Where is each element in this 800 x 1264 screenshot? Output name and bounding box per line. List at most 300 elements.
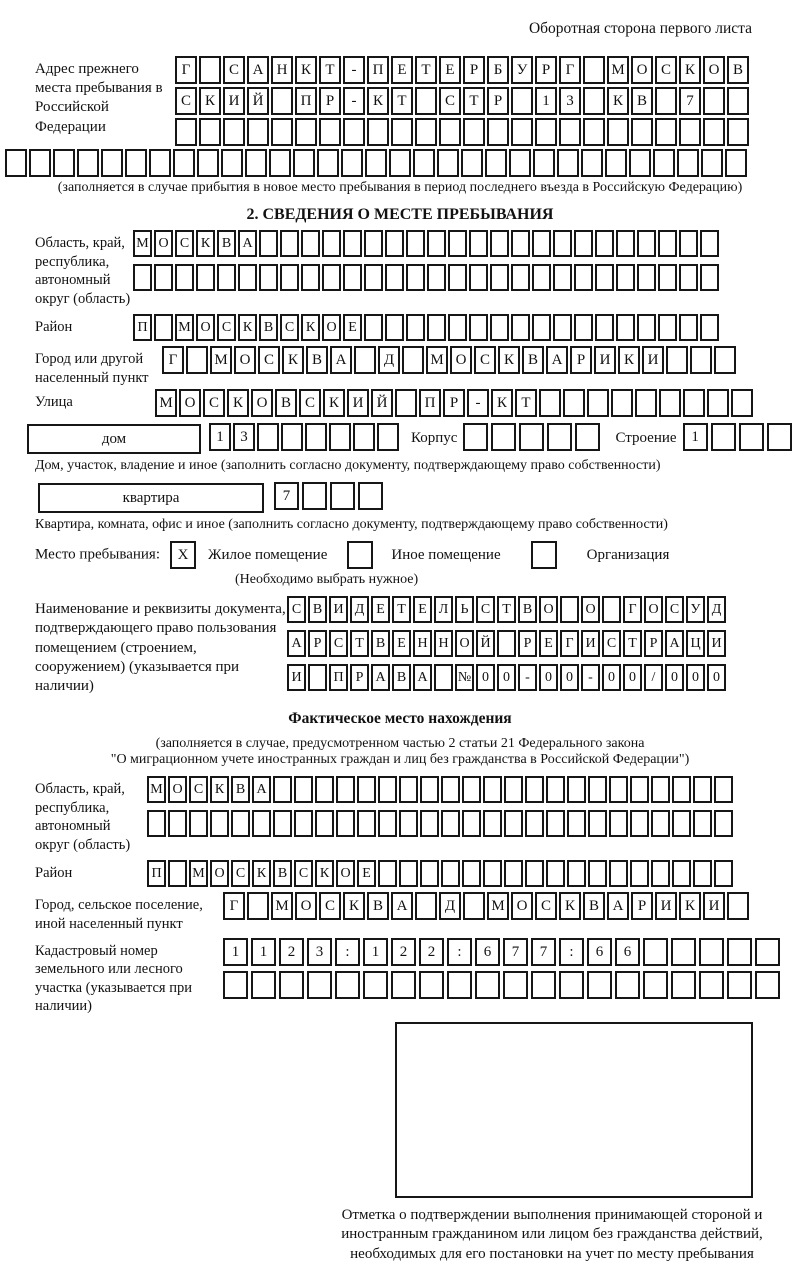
- char-cell[interactable]: [175, 264, 194, 291]
- char-cell[interactable]: [666, 346, 688, 374]
- char-cell[interactable]: [693, 860, 712, 887]
- char-cell[interactable]: [700, 230, 719, 257]
- char-cell[interactable]: [588, 776, 607, 803]
- char-cell[interactable]: К: [618, 346, 640, 374]
- char-cell[interactable]: [223, 118, 245, 146]
- char-cell[interactable]: 3: [233, 423, 255, 451]
- char-cell[interactable]: [615, 971, 640, 999]
- char-cell[interactable]: [581, 149, 603, 177]
- char-cell[interactable]: [519, 423, 544, 451]
- char-cell[interactable]: [469, 314, 488, 341]
- char-cell[interactable]: В: [371, 630, 390, 657]
- char-cell[interactable]: [616, 230, 635, 257]
- char-cell[interactable]: [553, 314, 572, 341]
- char-cell[interactable]: [490, 264, 509, 291]
- char-cell[interactable]: [168, 810, 187, 837]
- char-cell[interactable]: [378, 810, 397, 837]
- char-cell[interactable]: [273, 810, 292, 837]
- char-cell[interactable]: Р: [319, 87, 341, 115]
- char-cell[interactable]: М: [155, 389, 177, 417]
- char-cell[interactable]: :: [447, 938, 472, 966]
- char-cell[interactable]: [406, 264, 425, 291]
- char-cell[interactable]: А: [607, 892, 629, 920]
- char-cell[interactable]: К: [196, 230, 215, 257]
- char-cell[interactable]: [595, 264, 614, 291]
- char-cell[interactable]: К: [295, 56, 317, 84]
- char-cell[interactable]: В: [259, 314, 278, 341]
- char-cell[interactable]: О: [703, 56, 725, 84]
- char-cell[interactable]: [490, 230, 509, 257]
- char-cell[interactable]: А: [252, 776, 271, 803]
- char-cell[interactable]: Д: [707, 596, 726, 623]
- char-cell[interactable]: [679, 230, 698, 257]
- char-cell[interactable]: С: [258, 346, 280, 374]
- char-cell[interactable]: [448, 230, 467, 257]
- char-cell[interactable]: Р: [443, 389, 465, 417]
- char-cell[interactable]: [357, 810, 376, 837]
- char-cell[interactable]: [643, 971, 668, 999]
- char-cell[interactable]: [693, 776, 712, 803]
- char-cell[interactable]: [364, 314, 383, 341]
- char-cell[interactable]: [294, 776, 313, 803]
- char-cell[interactable]: -: [581, 664, 600, 691]
- char-cell[interactable]: Т: [515, 389, 537, 417]
- char-cell[interactable]: П: [329, 664, 348, 691]
- char-cell[interactable]: [503, 971, 528, 999]
- char-cell[interactable]: [574, 230, 593, 257]
- char-cell[interactable]: [553, 230, 572, 257]
- char-cell[interactable]: 3: [559, 87, 581, 115]
- char-cell[interactable]: [295, 118, 317, 146]
- char-cell[interactable]: [357, 776, 376, 803]
- char-cell[interactable]: Д: [378, 346, 400, 374]
- char-cell[interactable]: [77, 149, 99, 177]
- char-cell[interactable]: М: [210, 346, 232, 374]
- char-cell[interactable]: С: [439, 87, 461, 115]
- char-cell[interactable]: С: [535, 892, 557, 920]
- char-cell[interactable]: [630, 860, 649, 887]
- char-cell[interactable]: И: [707, 630, 726, 657]
- char-cell[interactable]: У: [686, 596, 705, 623]
- char-cell[interactable]: [701, 149, 723, 177]
- char-cell[interactable]: [643, 938, 668, 966]
- char-cell[interactable]: [595, 314, 614, 341]
- char-cell[interactable]: [315, 810, 334, 837]
- char-cell[interactable]: Р: [308, 630, 327, 657]
- char-cell[interactable]: Й: [371, 389, 393, 417]
- char-cell[interactable]: Е: [439, 56, 461, 84]
- char-cell[interactable]: В: [275, 389, 297, 417]
- char-cell[interactable]: С: [602, 630, 621, 657]
- char-cell[interactable]: Р: [644, 630, 663, 657]
- char-cell[interactable]: [406, 314, 425, 341]
- char-cell[interactable]: 0: [686, 664, 705, 691]
- char-cell[interactable]: М: [189, 860, 208, 887]
- char-cell[interactable]: О: [450, 346, 472, 374]
- char-cell[interactable]: А: [247, 56, 269, 84]
- char-cell[interactable]: В: [273, 860, 292, 887]
- char-cell[interactable]: [125, 149, 147, 177]
- char-cell[interactable]: [504, 776, 523, 803]
- char-cell[interactable]: [490, 314, 509, 341]
- char-cell[interactable]: [238, 264, 257, 291]
- char-cell[interactable]: К: [559, 892, 581, 920]
- checkbox-residential[interactable]: X: [170, 541, 196, 569]
- char-cell[interactable]: 2: [279, 938, 304, 966]
- char-cell[interactable]: [434, 664, 453, 691]
- char-cell[interactable]: [427, 264, 446, 291]
- char-cell[interactable]: [269, 149, 291, 177]
- char-cell[interactable]: [257, 423, 279, 451]
- char-cell[interactable]: [427, 314, 446, 341]
- char-cell[interactable]: К: [679, 892, 701, 920]
- char-cell[interactable]: [511, 118, 533, 146]
- char-cell[interactable]: И: [594, 346, 616, 374]
- char-cell[interactable]: [629, 149, 651, 177]
- char-cell[interactable]: 1: [209, 423, 231, 451]
- char-cell[interactable]: 6: [587, 938, 612, 966]
- char-cell[interactable]: Т: [391, 87, 413, 115]
- char-cell[interactable]: [305, 423, 327, 451]
- char-cell[interactable]: [147, 810, 166, 837]
- char-cell[interactable]: [420, 860, 439, 887]
- char-cell[interactable]: Д: [439, 892, 461, 920]
- char-cell[interactable]: Е: [413, 596, 432, 623]
- char-cell[interactable]: [588, 810, 607, 837]
- char-cell[interactable]: [703, 118, 725, 146]
- char-cell[interactable]: И: [642, 346, 664, 374]
- char-cell[interactable]: [583, 56, 605, 84]
- char-cell[interactable]: И: [347, 389, 369, 417]
- char-cell[interactable]: [385, 264, 404, 291]
- char-cell[interactable]: [354, 346, 376, 374]
- char-cell[interactable]: 6: [475, 938, 500, 966]
- char-cell[interactable]: [609, 810, 628, 837]
- char-cell[interactable]: [609, 776, 628, 803]
- char-cell[interactable]: С: [319, 892, 341, 920]
- char-cell[interactable]: [525, 860, 544, 887]
- char-cell[interactable]: [245, 149, 267, 177]
- char-cell[interactable]: [301, 230, 320, 257]
- char-cell[interactable]: -: [343, 87, 365, 115]
- char-cell[interactable]: Е: [343, 314, 362, 341]
- char-cell[interactable]: Р: [463, 56, 485, 84]
- char-cell[interactable]: Е: [392, 630, 411, 657]
- char-cell[interactable]: [559, 971, 584, 999]
- char-cell[interactable]: [462, 776, 481, 803]
- char-cell[interactable]: [315, 776, 334, 803]
- char-cell[interactable]: [637, 314, 656, 341]
- char-cell[interactable]: 1: [223, 938, 248, 966]
- char-cell[interactable]: [364, 264, 383, 291]
- char-cell[interactable]: [714, 860, 733, 887]
- char-cell[interactable]: Т: [463, 87, 485, 115]
- char-cell[interactable]: [679, 264, 698, 291]
- char-cell[interactable]: [511, 87, 533, 115]
- char-cell[interactable]: [247, 892, 269, 920]
- char-cell[interactable]: Г: [560, 630, 579, 657]
- char-cell[interactable]: [504, 860, 523, 887]
- char-cell[interactable]: [336, 810, 355, 837]
- char-cell[interactable]: [546, 776, 565, 803]
- char-cell[interactable]: С: [474, 346, 496, 374]
- char-cell[interactable]: С: [203, 389, 225, 417]
- char-cell[interactable]: П: [367, 56, 389, 84]
- char-cell[interactable]: Н: [413, 630, 432, 657]
- char-cell[interactable]: К: [491, 389, 513, 417]
- char-cell[interactable]: [301, 264, 320, 291]
- char-cell[interactable]: О: [196, 314, 215, 341]
- char-cell[interactable]: [279, 971, 304, 999]
- char-cell[interactable]: [491, 423, 516, 451]
- char-cell[interactable]: Ц: [686, 630, 705, 657]
- char-cell[interactable]: [567, 810, 586, 837]
- char-cell[interactable]: П: [295, 87, 317, 115]
- char-cell[interactable]: И: [655, 892, 677, 920]
- char-cell[interactable]: [402, 346, 424, 374]
- char-cell[interactable]: А: [287, 630, 306, 657]
- char-cell[interactable]: [343, 230, 362, 257]
- char-cell[interactable]: [727, 87, 749, 115]
- char-cell[interactable]: Е: [391, 56, 413, 84]
- char-cell[interactable]: [658, 314, 677, 341]
- char-cell[interactable]: [631, 118, 653, 146]
- char-cell[interactable]: Т: [497, 596, 516, 623]
- char-cell[interactable]: [651, 776, 670, 803]
- char-cell[interactable]: [358, 482, 383, 510]
- char-cell[interactable]: [385, 314, 404, 341]
- char-cell[interactable]: [607, 118, 629, 146]
- char-cell[interactable]: [755, 938, 780, 966]
- char-cell[interactable]: [439, 118, 461, 146]
- char-cell[interactable]: О: [539, 596, 558, 623]
- char-cell[interactable]: О: [251, 389, 273, 417]
- char-cell[interactable]: [525, 776, 544, 803]
- char-cell[interactable]: [308, 664, 327, 691]
- char-cell[interactable]: [281, 423, 303, 451]
- char-cell[interactable]: О: [168, 776, 187, 803]
- char-cell[interactable]: А: [413, 664, 432, 691]
- char-cell[interactable]: [252, 810, 271, 837]
- char-cell[interactable]: [441, 810, 460, 837]
- char-cell[interactable]: С: [294, 860, 313, 887]
- char-cell[interactable]: 0: [476, 664, 495, 691]
- char-cell[interactable]: [532, 314, 551, 341]
- char-cell[interactable]: [532, 230, 551, 257]
- char-cell[interactable]: [399, 776, 418, 803]
- char-cell[interactable]: И: [329, 596, 348, 623]
- char-cell[interactable]: В: [367, 892, 389, 920]
- char-cell[interactable]: [175, 118, 197, 146]
- char-cell[interactable]: [755, 971, 780, 999]
- char-cell[interactable]: [727, 118, 749, 146]
- char-cell[interactable]: [154, 264, 173, 291]
- char-cell[interactable]: 1: [363, 938, 388, 966]
- char-cell[interactable]: [693, 810, 712, 837]
- char-cell[interactable]: [677, 149, 699, 177]
- char-cell[interactable]: [343, 118, 365, 146]
- char-cell[interactable]: [341, 149, 363, 177]
- char-cell[interactable]: [461, 149, 483, 177]
- char-cell[interactable]: [575, 423, 600, 451]
- char-cell[interactable]: С: [655, 56, 677, 84]
- char-cell[interactable]: О: [295, 892, 317, 920]
- char-cell[interactable]: С: [287, 596, 306, 623]
- char-cell[interactable]: [199, 118, 221, 146]
- char-cell[interactable]: [707, 389, 729, 417]
- char-cell[interactable]: Ь: [455, 596, 474, 623]
- char-cell[interactable]: [630, 776, 649, 803]
- char-cell[interactable]: А: [391, 892, 413, 920]
- char-cell[interactable]: 1: [535, 87, 557, 115]
- char-cell[interactable]: П: [147, 860, 166, 887]
- char-cell[interactable]: [511, 264, 530, 291]
- char-cell[interactable]: [406, 230, 425, 257]
- char-cell[interactable]: [385, 230, 404, 257]
- char-cell[interactable]: [727, 938, 752, 966]
- char-cell[interactable]: В: [727, 56, 749, 84]
- char-cell[interactable]: [630, 810, 649, 837]
- char-cell[interactable]: У: [511, 56, 533, 84]
- char-cell[interactable]: [307, 971, 332, 999]
- char-cell[interactable]: К: [210, 776, 229, 803]
- char-cell[interactable]: М: [487, 892, 509, 920]
- char-cell[interactable]: [463, 892, 485, 920]
- char-cell[interactable]: А: [371, 664, 390, 691]
- char-cell[interactable]: А: [330, 346, 352, 374]
- char-cell[interactable]: [637, 264, 656, 291]
- char-cell[interactable]: [353, 423, 375, 451]
- char-cell[interactable]: 3: [307, 938, 332, 966]
- char-cell[interactable]: [293, 149, 315, 177]
- char-cell[interactable]: Н: [271, 56, 293, 84]
- char-cell[interactable]: Р: [631, 892, 653, 920]
- char-cell[interactable]: Д: [350, 596, 369, 623]
- char-cell[interactable]: [441, 776, 460, 803]
- char-cell[interactable]: К: [343, 892, 365, 920]
- char-cell[interactable]: [690, 346, 712, 374]
- char-cell[interactable]: [511, 230, 530, 257]
- char-cell[interactable]: [727, 971, 752, 999]
- char-cell[interactable]: 0: [602, 664, 621, 691]
- char-cell[interactable]: [322, 264, 341, 291]
- char-cell[interactable]: [210, 810, 229, 837]
- char-cell[interactable]: Т: [415, 56, 437, 84]
- char-cell[interactable]: [319, 118, 341, 146]
- char-cell[interactable]: Р: [518, 630, 537, 657]
- char-cell[interactable]: [469, 264, 488, 291]
- char-cell[interactable]: [714, 346, 736, 374]
- char-cell[interactable]: [535, 118, 557, 146]
- char-cell[interactable]: 1: [683, 423, 708, 451]
- char-cell[interactable]: В: [308, 596, 327, 623]
- char-cell[interactable]: 2: [419, 938, 444, 966]
- char-cell[interactable]: [651, 860, 670, 887]
- char-cell[interactable]: [616, 314, 635, 341]
- char-cell[interactable]: К: [301, 314, 320, 341]
- char-cell[interactable]: [196, 264, 215, 291]
- char-cell[interactable]: Г: [175, 56, 197, 84]
- char-cell[interactable]: [655, 87, 677, 115]
- char-cell[interactable]: [448, 314, 467, 341]
- char-cell[interactable]: В: [392, 664, 411, 691]
- char-cell[interactable]: И: [581, 630, 600, 657]
- char-cell[interactable]: [399, 860, 418, 887]
- char-cell[interactable]: [415, 118, 437, 146]
- char-cell[interactable]: [653, 149, 675, 177]
- char-cell[interactable]: [329, 423, 351, 451]
- char-cell[interactable]: [609, 860, 628, 887]
- char-cell[interactable]: [699, 938, 724, 966]
- char-cell[interactable]: О: [154, 230, 173, 257]
- char-cell[interactable]: [583, 118, 605, 146]
- char-cell[interactable]: М: [607, 56, 629, 84]
- char-cell[interactable]: [635, 389, 657, 417]
- char-cell[interactable]: Р: [570, 346, 592, 374]
- char-cell[interactable]: Е: [539, 630, 558, 657]
- char-cell[interactable]: К: [498, 346, 520, 374]
- char-cell[interactable]: [651, 810, 670, 837]
- char-cell[interactable]: 2: [391, 938, 416, 966]
- char-cell[interactable]: [469, 230, 488, 257]
- char-cell[interactable]: М: [133, 230, 152, 257]
- char-cell[interactable]: [364, 230, 383, 257]
- char-cell[interactable]: Е: [371, 596, 390, 623]
- char-cell[interactable]: [659, 389, 681, 417]
- char-cell[interactable]: [437, 149, 459, 177]
- char-cell[interactable]: -: [343, 56, 365, 84]
- char-cell[interactable]: О: [210, 860, 229, 887]
- char-cell[interactable]: [559, 118, 581, 146]
- char-cell[interactable]: Р: [487, 87, 509, 115]
- char-cell[interactable]: [703, 87, 725, 115]
- char-cell[interactable]: С: [299, 389, 321, 417]
- char-cell[interactable]: :: [559, 938, 584, 966]
- char-cell[interactable]: [602, 596, 621, 623]
- char-cell[interactable]: [221, 149, 243, 177]
- char-cell[interactable]: С: [223, 56, 245, 84]
- char-cell[interactable]: К: [607, 87, 629, 115]
- char-cell[interactable]: [504, 810, 523, 837]
- char-cell[interactable]: С: [175, 87, 197, 115]
- char-cell[interactable]: [463, 118, 485, 146]
- char-cell[interactable]: В: [518, 596, 537, 623]
- char-cell[interactable]: [448, 264, 467, 291]
- char-cell[interactable]: А: [546, 346, 568, 374]
- char-cell[interactable]: Г: [559, 56, 581, 84]
- char-cell[interactable]: О: [581, 596, 600, 623]
- char-cell[interactable]: В: [631, 87, 653, 115]
- char-cell[interactable]: [497, 630, 516, 657]
- char-cell[interactable]: [101, 149, 123, 177]
- char-cell[interactable]: [483, 810, 502, 837]
- char-cell[interactable]: С: [231, 860, 250, 887]
- char-cell[interactable]: [378, 776, 397, 803]
- char-cell[interactable]: О: [336, 860, 355, 887]
- char-cell[interactable]: №: [455, 664, 474, 691]
- char-cell[interactable]: [671, 971, 696, 999]
- char-cell[interactable]: С: [175, 230, 194, 257]
- char-cell[interactable]: [567, 776, 586, 803]
- char-cell[interactable]: С: [217, 314, 236, 341]
- char-cell[interactable]: [587, 971, 612, 999]
- char-cell[interactable]: [546, 810, 565, 837]
- char-cell[interactable]: С: [189, 776, 208, 803]
- char-cell[interactable]: [463, 423, 488, 451]
- char-cell[interactable]: М: [147, 776, 166, 803]
- char-cell[interactable]: Т: [392, 596, 411, 623]
- char-cell[interactable]: В: [583, 892, 605, 920]
